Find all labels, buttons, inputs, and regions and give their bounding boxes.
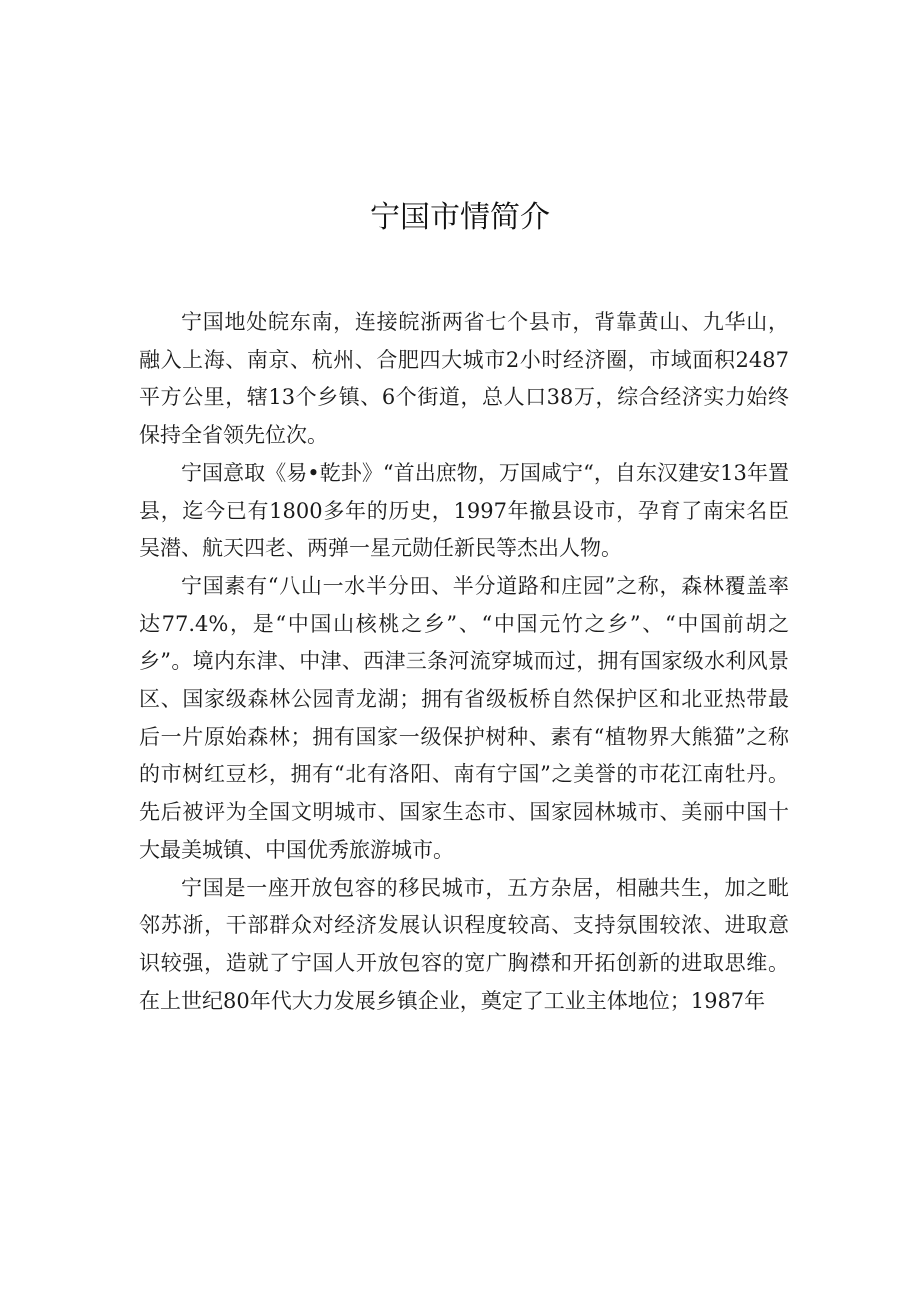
paragraph-history: 宁国意取《易•乾卦》“首出庶物，万国咸宁“，自东汉建安13年置县，迄今已有1800多年的历史，1997年撤县设市，孕育了南宋名臣吴潜、航天四老、两弹一星元勋任新民等杰出人物。	[139, 460, 789, 561]
paragraph-ecology: 宁国素有“八山一水半分田、半分道路和庄园”之称，森林覆盖率达77.4%，是“中国山核桃之乡”、“中国元竹之乡”、“中国前胡之乡”。境内东津、中津、西津三条河流穿城而过，拥有国家级水利风景区、国家级森林公园青龙湖；拥有省级板桥自然保护区和北亚热带最后一片原始森林；拥有国家一级保护树种、素有“植物界大熊猫”之称的市树红豆杉，拥有“北有洛阳、南有宁国”之美誉的市花江南牡丹。先后被评为全国文明城市、国家生态市、国家园林城市、美丽中国十大最美城镇、中国优秀旅游城市。	[139, 573, 789, 862]
document-body	[139, 304, 789, 1020]
document-title: 宁国市情简介	[370, 200, 550, 235]
paragraph-location: 宁国地处皖东南，连接皖浙两省七个县市，背靠黄山、九华山，融入上海、南京、杭州、合肥四大城市2小时经济圈，市域面积2487平方公里，辖13个乡镇、6个街道，总人口38万，综合经济实力始终保持全省领先位次。	[139, 310, 789, 448]
paragraph-culture: 宁国是一座开放包容的移民城市，五方杂居，相融共生，加之毗邻苏浙，干部群众对经济发展认识程度较高、支持氛围较浓、进取意识较强，造就了宁国人开放包容的宽广胸襟和开拓创新的进取思维。在上世纪80年代大力发展乡镇企业，奠定了工业主体地位；1987年	[139, 875, 789, 1013]
